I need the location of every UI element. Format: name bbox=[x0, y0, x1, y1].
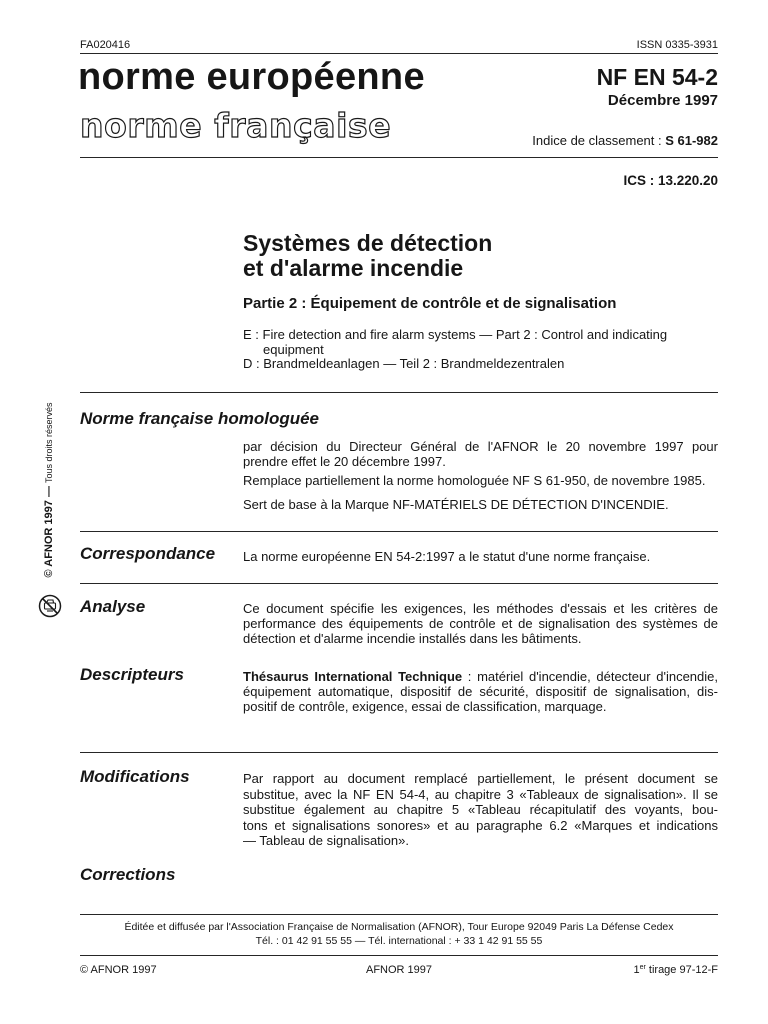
classification-label: Indice de classement : bbox=[532, 133, 666, 148]
text-line: Remplace partiellement la norme homologuée NF S 61-950, de novembre 1985. bbox=[243, 473, 706, 488]
text-line: par décision du Directeur Général de l'AFNOR le 20 novembre 1997 pour bbox=[243, 439, 718, 454]
section-rule bbox=[80, 583, 718, 584]
margin-copyright bbox=[43, 395, 57, 585]
document-part: Partie 2 : Équipement de contrôle et de signalisation bbox=[243, 295, 617, 312]
footer-copyright: © AFNOR 1997 bbox=[80, 964, 157, 976]
text-line: Ce document spécifie les exigences, les méthodes d'essais et les critères de bbox=[243, 601, 718, 616]
text-line: détection et d'alarme incendie installés dans les bâtiments. bbox=[243, 631, 582, 646]
text-line: Sert de base à la Marque NF-MATÉRIELS DE DÉTECTION D'INCENDIE. bbox=[243, 497, 669, 512]
german-title: D : Brandmeldeanlagen — Teil 2 : Brandmeldezentralen bbox=[243, 356, 565, 371]
homologation-decision bbox=[243, 439, 718, 469]
heading-analyse: Analyse bbox=[80, 597, 146, 616]
document-title-line-2: et d'alarme incendie bbox=[243, 255, 464, 281]
english-title-continuation: equipment bbox=[263, 341, 324, 357]
printing-number: 1 bbox=[633, 964, 640, 976]
document-title-line-1: Systèmes de détection bbox=[243, 230, 493, 256]
text-line: performance des équipements de contrôle et de signalisation des systèmes de bbox=[243, 616, 718, 631]
text-line: positif de contrôle, exigence, essai de classification, marquage. bbox=[243, 699, 607, 714]
header-rule bbox=[80, 53, 718, 54]
footer-rule bbox=[80, 914, 718, 915]
heading-corrections: Corrections bbox=[80, 865, 176, 884]
title-norme-francaise: norme française bbox=[80, 106, 392, 145]
text-line: substitue, avec la NF EN 54-4, au chapitre 3 «Tableaux de signalisation». Il se bbox=[243, 786, 718, 802]
title-norme-europeenne: norme européenne bbox=[78, 56, 425, 98]
heading-homologation: Norme française homologuée bbox=[80, 409, 320, 428]
printing-ordinal: er bbox=[639, 964, 646, 971]
text-line: Par rapport au document remplacé partiellement, le présent document se bbox=[243, 771, 718, 786]
footer-rule bbox=[80, 955, 718, 956]
title-rule bbox=[80, 157, 718, 158]
text-line: équipement automatique, dispositif de sécurité, dispositif de signalisation, dis- bbox=[243, 684, 718, 699]
margin-copyright-rights: Tous droits réservés bbox=[44, 402, 54, 484]
classification-value: S 61-982 bbox=[665, 133, 718, 148]
analyse-text bbox=[243, 601, 718, 646]
printing-code: tirage 97-12-F bbox=[645, 964, 718, 976]
text-line: prendre effet le 20 décembre 1997. bbox=[243, 454, 446, 469]
no-photocopy-icon bbox=[38, 594, 62, 618]
publisher-info: Éditée et diffusée par l'Association Française de Normalisation (AFNOR), Tour Europe 92049 Paris La Défense Cedex bbox=[124, 921, 674, 933]
text-line: substitue également au chapitre 5 «Tableau récapitulatif des voyants, bou- bbox=[243, 802, 718, 817]
printing-edition bbox=[633, 964, 718, 977]
descripteurs-text bbox=[243, 669, 718, 714]
english-title: E : Fire detection and fire alarm systems — Part 2 : Control and indicating bbox=[243, 327, 668, 342]
homologation-basis bbox=[243, 497, 718, 512]
descripteurs-line-1: : matériel d'incendie, détecteur d'incendie, bbox=[462, 669, 718, 684]
document-code: FA020416 bbox=[80, 39, 131, 51]
standard-number: NF EN 54-2 bbox=[596, 64, 718, 90]
text-line: — Tableau de signalisation». bbox=[243, 833, 409, 848]
footer-imprint: AFNOR 1997 bbox=[365, 964, 433, 976]
thesaurus-label: Thésaurus International Technique bbox=[243, 669, 463, 684]
heading-modifications: Modifications bbox=[80, 767, 190, 786]
text-line bbox=[243, 669, 718, 684]
modifications-text bbox=[243, 771, 718, 849]
publisher-phone: Tél. : 01 42 91 55 55 — Tél. international : + 33 1 42 91 55 55 bbox=[255, 935, 543, 947]
issn: ISSN 0335-3931 bbox=[636, 39, 718, 51]
ics-code: ICS : 13.220.20 bbox=[623, 173, 718, 188]
heading-descripteurs: Descripteurs bbox=[80, 665, 184, 684]
text-line: tons et signalisations sonores» et au paragraphe 6.2 «Marques et indications bbox=[243, 817, 718, 833]
section-rule bbox=[80, 752, 718, 753]
heading-correspondance: Correspondance bbox=[80, 544, 216, 563]
homologation-replaces bbox=[243, 473, 718, 488]
correspondance-text bbox=[243, 549, 718, 564]
margin-copyright-owner: © AFNOR 1997 — bbox=[43, 486, 55, 578]
text-line: La norme européenne EN 54-2:1997 a le statut d'une norme française. bbox=[243, 549, 651, 564]
section-rule bbox=[80, 392, 718, 393]
document-title bbox=[243, 231, 492, 281]
standard-date: Décembre 1997 bbox=[607, 92, 718, 109]
translations bbox=[243, 328, 667, 372]
section-rule bbox=[80, 531, 718, 532]
classification-index bbox=[532, 134, 718, 147]
